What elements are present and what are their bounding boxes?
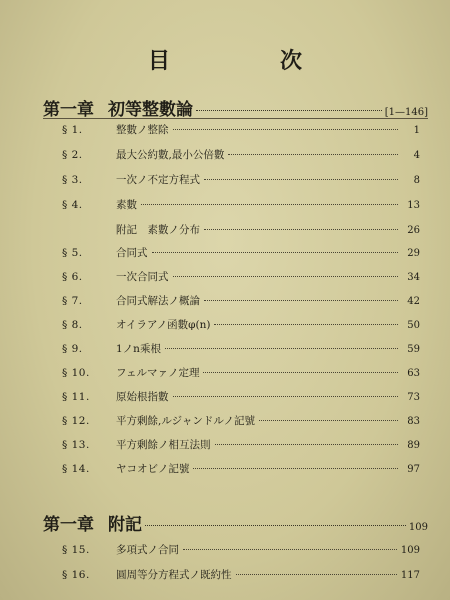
leader-dots xyxy=(204,229,398,230)
section-number: § 13. xyxy=(62,439,90,451)
toc-entry xyxy=(62,317,420,335)
section-number: § 15. xyxy=(62,544,90,556)
entry-title: 一次合同式 xyxy=(116,271,169,283)
leader-dots xyxy=(259,420,398,421)
section-number: § 16. xyxy=(62,569,90,581)
leader-dots xyxy=(193,468,398,469)
entry-title: ヤコオビノ記號 xyxy=(116,463,190,475)
toc-entry xyxy=(62,413,420,431)
leader-dots xyxy=(141,204,398,205)
entry-title: 原始根指數 xyxy=(116,391,169,403)
section-number: § 7. xyxy=(62,295,83,307)
entry-title: 整數ノ整除 xyxy=(116,124,169,136)
toc-entry xyxy=(62,172,420,190)
page-number: 34 xyxy=(407,272,420,283)
section-number: § 2. xyxy=(62,149,83,161)
entry-title: オイラアノ函數φ(n) xyxy=(116,319,211,331)
leader-dots xyxy=(145,525,406,526)
page-number: 83 xyxy=(407,416,420,427)
page-number: 89 xyxy=(407,440,420,451)
section-number: § 6. xyxy=(62,271,83,283)
toc-entry xyxy=(62,365,420,383)
leader-dots xyxy=(152,252,399,253)
page-number: 26 xyxy=(407,225,420,236)
leader-dots xyxy=(204,300,398,301)
page-number: 4 xyxy=(413,150,420,161)
toc-entry xyxy=(62,389,420,407)
entry-title: 素數 xyxy=(116,199,137,211)
section-number: § 4. xyxy=(62,199,83,211)
toc-entry xyxy=(62,437,420,455)
entry-title: 1ノn乘根 xyxy=(116,343,161,355)
leader-dots xyxy=(215,444,399,445)
section-number: § 11. xyxy=(62,391,90,403)
chapter-1-title: 初等整數論 xyxy=(108,100,193,120)
entry-title: 附記 素數ノ分布 xyxy=(116,224,200,236)
toc-entry xyxy=(62,122,420,140)
page-number: 50 xyxy=(407,320,420,331)
toc-entry xyxy=(62,147,420,165)
toc-entry xyxy=(62,222,420,240)
section-number: § 12. xyxy=(62,415,90,427)
page-title: 目 次 xyxy=(147,48,346,74)
toc-entry xyxy=(62,197,420,215)
chapter-appendix-page: 109 xyxy=(408,522,428,533)
section-number: § 9. xyxy=(62,343,83,355)
chapter-1-label: 第一章 xyxy=(43,100,94,120)
page-number: 42 xyxy=(407,296,420,307)
chapter-appendix-label: 第一章 xyxy=(43,515,94,535)
entry-title: 平方剰餘ノ相互法則 xyxy=(116,439,211,451)
toc-entry xyxy=(62,542,420,560)
page-number: 59 xyxy=(407,344,420,355)
entry-title: 合同式解法ノ概論 xyxy=(116,295,200,307)
section-number: § 3. xyxy=(62,174,83,186)
leader-dots xyxy=(236,574,397,575)
section-number: § 14. xyxy=(62,463,90,475)
page-number: 97 xyxy=(407,464,420,475)
section-number: § 10. xyxy=(62,367,90,379)
toc-entry xyxy=(62,567,420,585)
toc-entry xyxy=(62,245,420,263)
page-number: 8 xyxy=(413,175,420,186)
page-number: 117 xyxy=(400,570,420,581)
leader-dots xyxy=(228,154,398,155)
section-number: § 8. xyxy=(62,319,83,331)
chapter-appendix-heading xyxy=(43,510,428,534)
page-number: 63 xyxy=(407,368,420,379)
entry-title: 一次ノ不定方程式 xyxy=(116,174,200,186)
leader-dots xyxy=(173,396,399,397)
leader-dots xyxy=(203,372,398,373)
page-number: 13 xyxy=(407,200,420,211)
page-number: 109 xyxy=(400,545,420,556)
toc-entry xyxy=(62,461,420,479)
leader-dots xyxy=(165,348,398,349)
section-number: § 5. xyxy=(62,247,83,259)
entry-title: フェルマァノ定理 xyxy=(116,367,200,379)
entry-title: 最大公約數,最小公倍數 xyxy=(116,149,225,161)
leader-dots xyxy=(214,324,398,325)
leader-dots xyxy=(204,179,398,180)
entry-title: 圓周等分方程式ノ既約性 xyxy=(116,569,232,581)
chapter-1-heading xyxy=(43,95,428,119)
page-number: 1 xyxy=(413,125,420,136)
page-number: 73 xyxy=(407,392,420,403)
leader-dots xyxy=(173,129,399,130)
chapter-1-rule xyxy=(43,118,428,119)
toc-entry xyxy=(62,293,420,311)
entry-title: 合同式 xyxy=(116,247,148,259)
entry-title: 平方剰餘,ルジャンドルノ記號 xyxy=(116,415,255,427)
toc-entry xyxy=(62,341,420,359)
chapter-appendix-title: 附記 xyxy=(108,515,142,535)
leader-dots xyxy=(196,110,382,111)
entry-title: 多項式ノ合同 xyxy=(116,544,179,556)
section-number: § 1. xyxy=(62,124,83,136)
page-number: 29 xyxy=(407,248,420,259)
leader-dots xyxy=(183,549,397,550)
leader-dots xyxy=(173,276,399,277)
toc-entry xyxy=(62,269,420,287)
chapter-1-page-range: [1—146] xyxy=(384,107,428,118)
